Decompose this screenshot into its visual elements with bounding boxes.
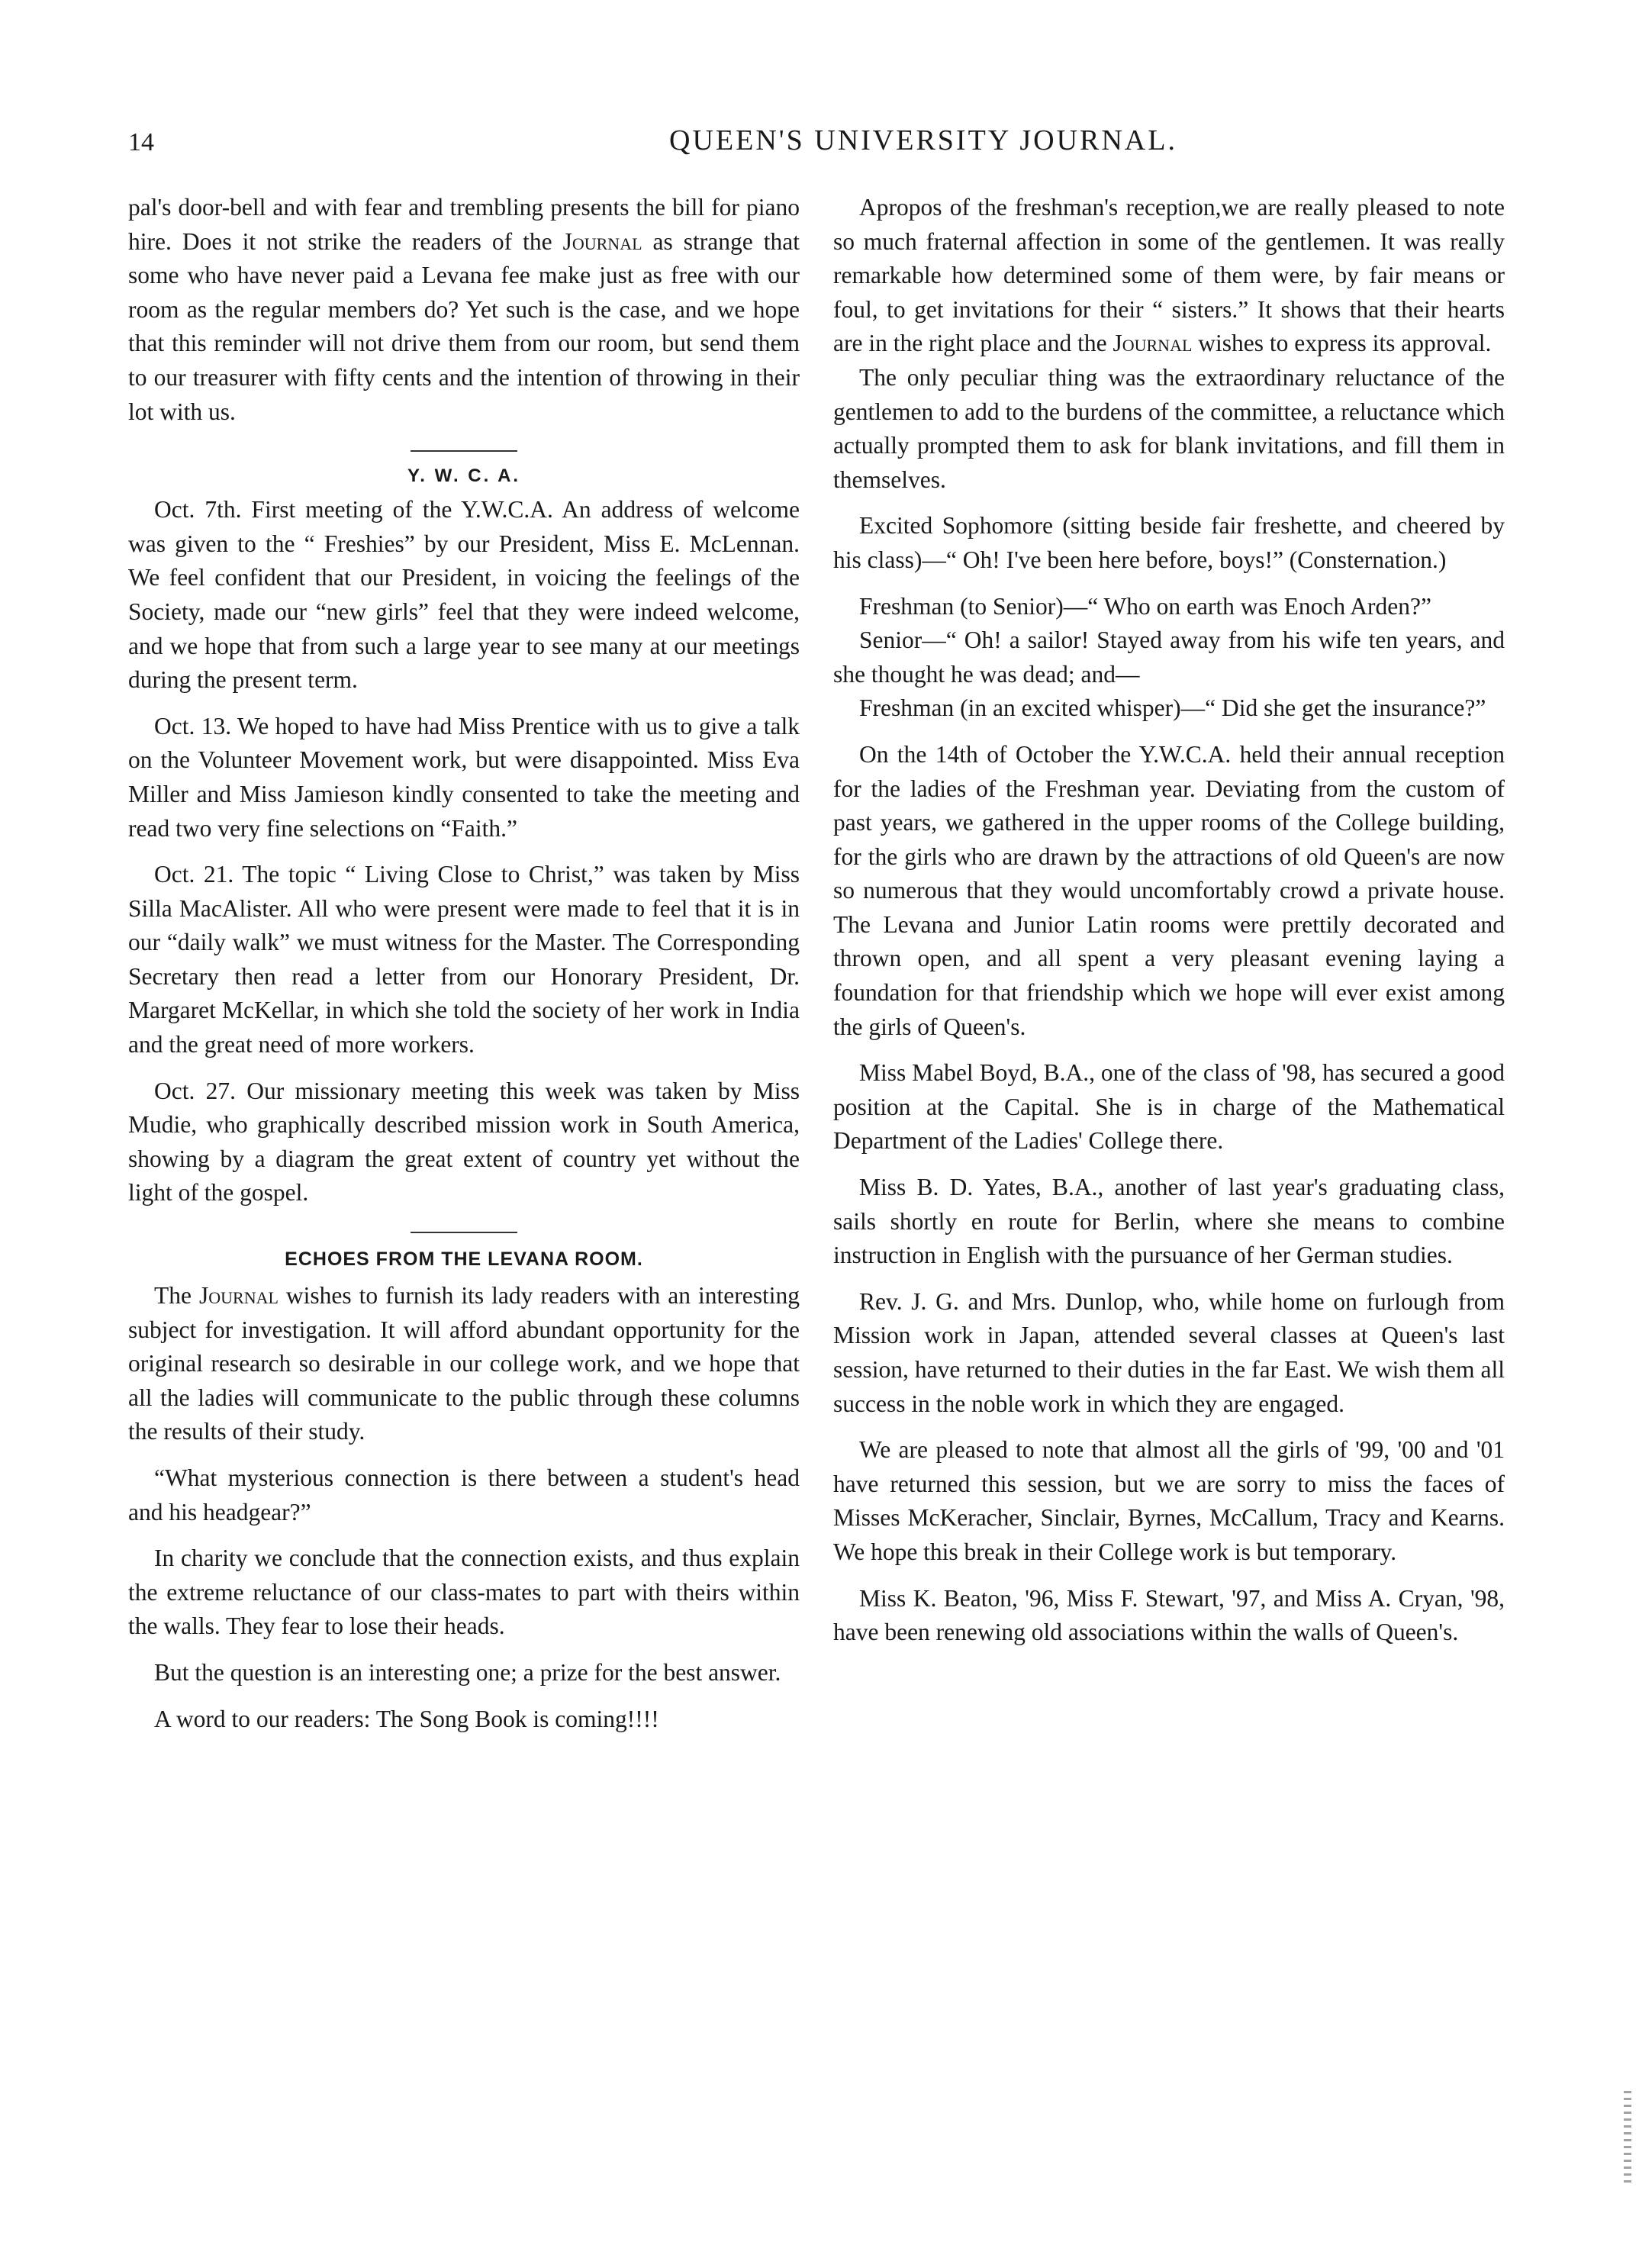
journal-small-caps: Journal [562,227,642,255]
page-number: 14 [128,128,154,156]
reception-paragraph: Apropos of the freshman's reception,we are really pleased to note so much fraternal affection in some of the gentlemen. It was really remarkable how determined some of them were, by fair means or foul, to get invitations for their “ sisters.” It shows that their hearts are in the right place and the Journal wishes to express its approval. [833,194,1505,357]
levana-paragraph: But the question is an interesting one; a prize for the best answer. [154,1658,781,1686]
reception-paragraph: The only peculiar thing was the extraordinary reluctance of the gentlemen to add to the burdens of the committee, a reluctance which actually prompted them to ask for blank invitations, and fill them in themselves. [833,363,1505,493]
news-paragraph: Miss K. Beaton, '96, Miss F. Stewart, '97, and Miss A. Cryan, '98, have been renewing old associations within the walls of Queen's. [833,1584,1505,1646]
news-paragraph: We are pleased to note that almost all the girls of '99, '00 and '01 have returned this session, but we are sorry to miss the faces of Misses McKeracher, Sinclair, Byrnes, McCallum, Tracy and Kearns. We hope this break in their College work is but temporary. [833,1436,1505,1565]
right-column [833,191,1505,1650]
journal-small-caps: Journal [198,1282,279,1310]
paragraph-continuation: pal's door-bell and with fear and trembling presents the bill for piano hire. Does it not strike the readers of the Journal as strange that some who have never paid a Levana fee make just as free with our room as the regular members do? Yet such is the case, and we hope that this reminder will not drive them from our room, but send them to our treasurer with fifty cents and the intention of throwing in their lot with us. [128,194,800,425]
news-paragraph: Rev. J. G. and Mrs. Dunlop, who, while home on furlough from Mission work in Japan, attended several classes at Queen's last session, have returned to their duties in the far East. We wish them all success in the noble work in which they are engaged. [833,1287,1505,1417]
levana-paragraph: “What mysterious connection is there between a student's head and his headgear?” [128,1464,800,1525]
ywca-oct-13: Oct. 13. We hoped to have had Miss Prentice with us to give a talk on the Volunteer Movement work, but were disappointed. Miss Eva Miller and Miss Jamieson kindly consented to take the meeting and read two very fine selections on “Faith.” [128,712,800,842]
news-paragraph: Miss B. D. Yates, B.A., another of last year's graduating class, sails shortly en route for Berlin, where she means to combine instruction in English with the pursuance of her German studies. [833,1174,1505,1269]
running-head: QUEEN'S UNIVERSITY JOURNAL. [669,124,1177,156]
anecdote-paragraph: Freshman (in an excited whisper)—“ Did she get the insurance?” [859,694,1486,722]
left-column [128,191,800,1736]
ywca-heading: Y. W. C. A. [407,466,521,487]
anecdote-paragraph: Excited Sophomore (sitting beside fair freshette, and cheered by his class)—“ Oh! I've been here before, boys!” (Consternation.) [833,512,1505,573]
scan-edge-artifact [1624,2091,1631,2183]
levana-paragraph: In charity we conclude that the connection exists, and thus explain the extreme reluctance of our class-mates to part with theirs within the walls. They fear to lose their heads. [128,1545,800,1640]
journal-small-caps: Journal [1113,330,1193,357]
anecdote-paragraph: Freshman (to Senior)—“ Who on earth was Enoch Arden?” [859,592,1431,620]
levana-paragraph: A word to our readers: The Song Book is coming!!!! [154,1705,659,1732]
anecdote-paragraph: Senior—“ Oh! a sailor! Stayed away from his wife ten years, and she thought he was dead; and— [833,627,1505,688]
ywca-oct-21: Oct. 21. The topic “ Living Close to Christ,” was taken by Miss Silla MacAlister. All who were present were made to feel that it is in our “daily walk” we must witness for the Master. The Corresponding Secretary then read a letter from our Honorary President, Dr. Margaret McKellar, in which she told the society of her work in India and the great need of more workers. [128,861,800,1058]
ywca-oct-27: Oct. 27. Our missionary meeting this week was taken by Miss Mudie, who graphically described mission work in South America, showing by a diagram the great extent of country yet without the light of the gospel. [128,1077,800,1206]
news-paragraph: Miss Mabel Boyd, B.A., one of the class of '98, has secured a good position at the Capital. She is in charge of the Mathematical Department of the Ladies' College there. [833,1059,1505,1155]
levana-paragraph: The Journal wishes to furnish its lady readers with an interesting subject for investigation. It will afford abundant opportunity for the original research so desirable in our college work, and we hope that all the ladies will communicate to the public through these columns the results of their study. [128,1282,800,1445]
news-paragraph: On the 14th of October the Y.W.C.A. held their annual reception for the ladies of the Freshman year. Deviating from the custom of past years, we gathered in the upper rooms of the College building, for the girls who are drawn by the attractions of old Queen's are now so numerous that they would uncomfortably crowd a private house. The Levana and Junior Latin rooms were prettily decorated and thrown open, and all spent a very pleasant evening laying a foundation for that friendship which we hope will ever exist among the girls of Queen's. [833,740,1505,1040]
ywca-oct-7: Oct. 7th. First meeting of the Y.W.C.A. An address of welcome was given to the “ Freshies” by our President, Miss E. McLennan. We feel confident that our President, in voicing the feelings of the Society, made our “new girls” feel that they were indeed welcome, and we hope that from such a large year to see many at our meetings during the present term. [128,496,800,694]
levana-heading: ECHOES FROM THE LEVANA ROOM. [285,1248,643,1271]
section-divider [411,1232,517,1233]
section-divider [411,450,517,452]
